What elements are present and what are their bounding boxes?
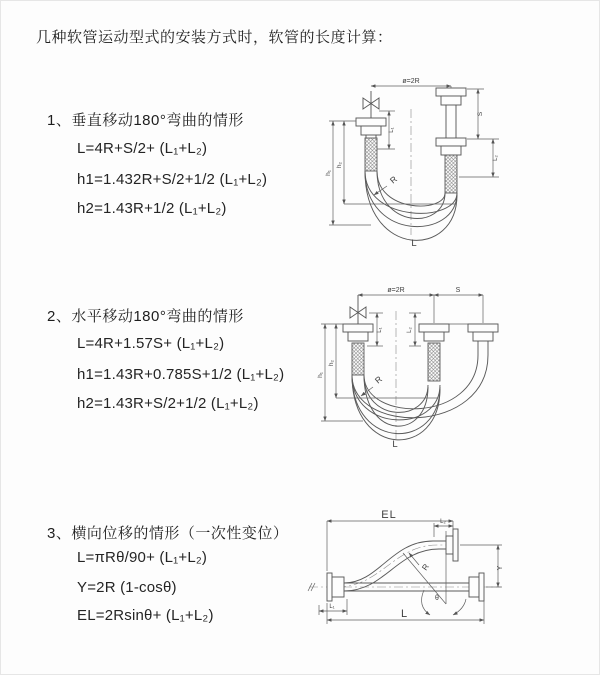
dim-label-r: R xyxy=(420,562,431,573)
dim-label-l2: L₂ xyxy=(493,155,499,161)
formula-line: L=πRθ/90+ (L₁+L₂) xyxy=(77,549,208,566)
right-pipe-assembly xyxy=(468,324,498,355)
dim-label-r: R xyxy=(372,373,384,386)
dim-label-l: L xyxy=(411,238,417,249)
dimension-lines xyxy=(329,86,499,225)
braided-hose-section xyxy=(428,343,440,381)
right-flange xyxy=(469,573,484,601)
left-pipe-assembly xyxy=(356,91,386,171)
dim-label-r: R xyxy=(387,173,399,186)
dim-label-l2: L₂ xyxy=(440,519,446,525)
section-3-heading: 3、横向位移的情形（一次性变位） xyxy=(47,525,289,542)
dim-label-l1: L₁ xyxy=(329,604,335,610)
formula-line: L=4R+1.57S+ (L₁+L₂) xyxy=(77,335,225,352)
page-title: 几种软管运动型式的安装方式时，软管的长度计算： xyxy=(36,29,393,46)
dim-label-theta: θ xyxy=(435,595,439,602)
section-2-heading: 2、水平移动180°弯曲的情形 xyxy=(47,308,244,325)
formula-line: Y=2R (1-cosθ) xyxy=(77,579,177,596)
dim-label-el: EL xyxy=(381,509,397,521)
formula-line: h2=1.43R+S/2+1/2 (L₁+L₂) xyxy=(77,395,259,412)
dim-label-h1: h₁ xyxy=(325,170,332,176)
dim-label-l1: L₁ xyxy=(377,327,383,333)
dim-label-l2: L₂ xyxy=(407,327,413,333)
hose-curves xyxy=(352,355,488,440)
dim-label-h2: h₂ xyxy=(336,161,343,169)
formula-line: h2=1.43R+1/2 (L₁+L₂) xyxy=(77,200,227,217)
formula-line: h1=1.43R+0.785S+1/2 (L₁+L₂) xyxy=(77,366,285,383)
dim-label-h2: h₂ xyxy=(328,359,335,367)
braided-hose-section xyxy=(445,155,457,193)
dim-label-y: Y xyxy=(497,565,504,571)
diagram-vertical-180-bend xyxy=(313,73,600,268)
dim-label-l: L xyxy=(392,439,398,450)
dim-label-s: S xyxy=(477,111,484,117)
dim-label-span: ø=2R xyxy=(402,78,420,85)
dim-label-span: ø=2R xyxy=(387,287,405,294)
formula-line: h1=1.432R+S/2+1/2 (L₁+L₂) xyxy=(77,171,268,188)
dimension-lines xyxy=(319,521,502,624)
dim-label-s: S xyxy=(455,287,461,294)
dimension-lines xyxy=(321,295,483,421)
left-flange xyxy=(327,573,344,601)
braided-hose-section xyxy=(365,138,377,171)
s-curve-hose xyxy=(337,541,446,591)
formula-line: EL=2Rsinθ+ (L₁+L₂) xyxy=(77,607,214,624)
formula-line: L=4R+S/2+ (L₁+L₂) xyxy=(77,140,208,157)
dim-label-l: L xyxy=(400,608,408,620)
left-pipe-assembly xyxy=(343,295,373,375)
diagram-lateral-displacement xyxy=(301,503,600,646)
displaced-flange xyxy=(446,529,458,561)
dim-label-h1: h₁ xyxy=(317,372,324,378)
diagram-horizontal-180-bend xyxy=(311,283,600,461)
dim-label-l1: L₁ xyxy=(389,127,395,133)
middle-pipe-assembly xyxy=(419,324,449,381)
braided-hose-section xyxy=(352,343,364,375)
section-1-heading: 1、垂直移动180°弯曲的情形 xyxy=(47,112,244,129)
